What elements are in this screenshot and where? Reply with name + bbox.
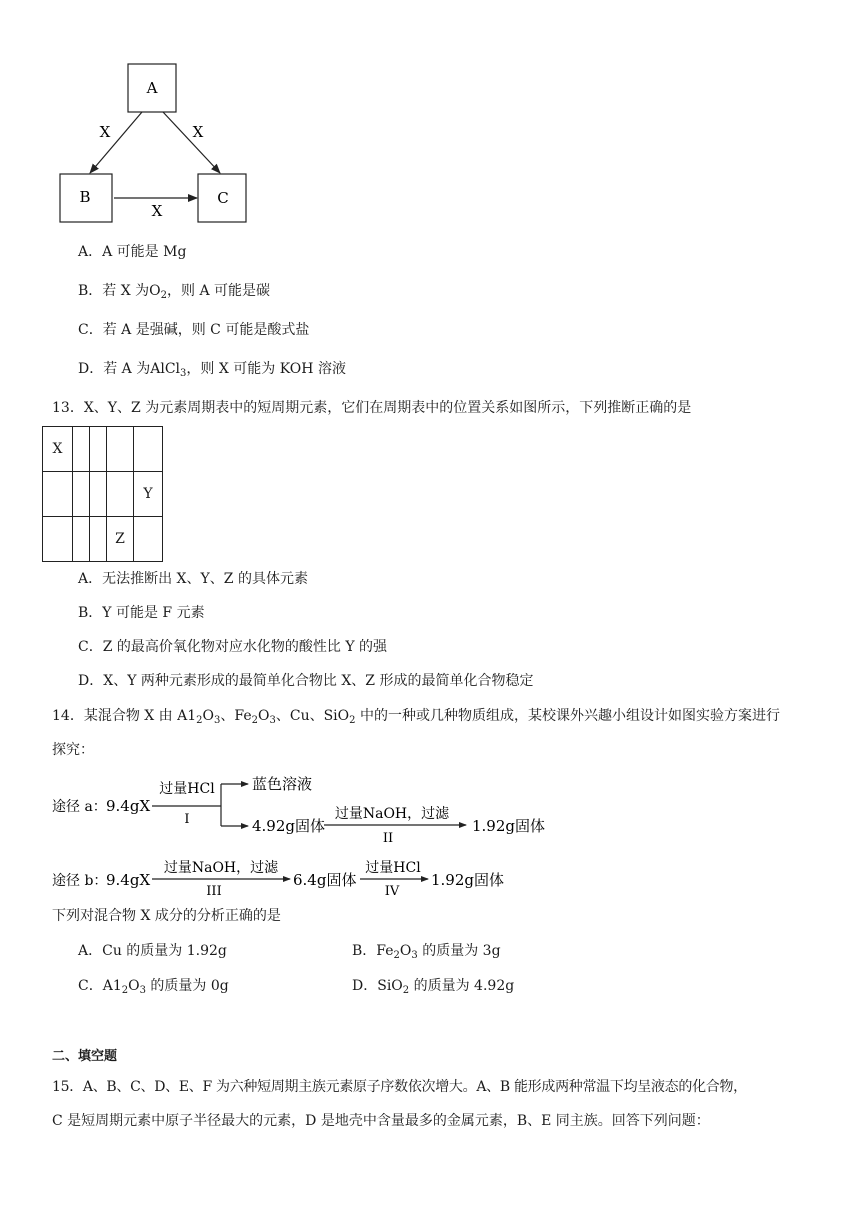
route-b-mid: 6.4g固体 [293,871,357,889]
route-b-step2-reagent: 过量HCl [365,860,421,876]
q13-option-c: C．Z 的最高价氧化物对应水化物的酸性比 Y 的强 [78,639,388,655]
q14-question: 下列对混合物 X 成分的分析正确的是 [52,908,281,924]
route-b-start: 9.4gX [106,871,151,889]
cell [134,517,163,562]
route-b-step1-numeral: III [206,884,222,899]
node-c-box [198,174,246,222]
q12-option-b [78,281,270,303]
option-text: 若 A 为 [103,361,151,377]
option-text: 的质量为 3g [417,943,501,959]
q15-line2: C 是短周期元素中原子半径最大的元素，D 是地壳中含量最多的金属元素，B、E 同主族。回答下列问题： [52,1113,710,1129]
node-c-label: C [217,189,229,207]
route-a-start: 9.4gX [106,797,151,815]
q14-option-b [352,941,501,963]
formula-sub: 2 [402,985,410,996]
option-text: 若 A 是强碱，则 C 可能是酸式盐 [102,322,310,338]
formula-sub: 2 [393,950,400,961]
q12-option-d [78,359,346,381]
periodic-table-fragment [42,426,163,562]
cell [107,472,134,517]
arrow-a-to-c [163,112,220,173]
q13-option-d: D．X、Y 两种元素形成的最简单化合物比 X、Z 形成的最简单化合物稳定 [78,673,534,689]
arrow-a-to-b [90,112,142,173]
formula-o2: O [149,283,161,299]
cell [73,427,90,472]
formula-sub: 2 [160,290,168,301]
q14-flow-diagram [0,760,860,900]
q12-option-a [78,242,186,262]
cell [134,427,163,472]
cell-y: Y [134,472,163,517]
route-b-end: 1.92g固体 [431,871,505,889]
option-text-tail: ，则 A 可能是碳 [167,283,271,299]
stem-text: O [258,708,270,724]
formula-sub: 3 [214,715,221,726]
option-text: 的质量为 0g [145,978,229,994]
cell [73,517,90,562]
formula-sub: 2 [196,715,203,726]
option-letter: A． [78,244,103,260]
option-text-tail: ，则 X 可能为 KOH 溶液 [186,361,346,377]
node-a-box [128,64,176,112]
edge-label-ac: X [192,123,204,141]
q12-transform-diagram [0,0,860,240]
cell [43,472,73,517]
formula-sub: 2 [121,985,129,996]
q12-option-c [78,320,309,340]
option-letter: D． [78,361,104,377]
branch-top-product: 蓝色溶液 [252,775,313,793]
q14-option-a: A．Cu 的质量为 1.92g [78,943,227,959]
route-a-end: 1.92g固体 [472,817,546,835]
node-b-box [60,174,112,222]
route-a-label: 途径 a： [52,799,107,815]
cell [73,472,90,517]
formula-sub: 2 [349,715,356,726]
formula-sub: 3 [139,985,146,996]
cell [43,517,73,562]
branch-bottom-product: 4.92g固体 [252,817,326,835]
option-letter: B． [78,283,103,299]
formula-sub: 3 [411,950,418,961]
q15-line1: 15．A、B、C、D、E、F 为六种短周期主族元素原子序数依次增大。A、B 能形成两种常温下均呈液态的化合物， [52,1079,747,1095]
cell [90,517,107,562]
node-a-label: A [146,79,158,97]
node-b-label: B [79,188,91,206]
stem-text: 、Fe [220,708,252,724]
cell-x: X [43,427,73,472]
stem-text: O [202,708,215,724]
route-b-step1-reagent: 过量NaOH，过滤 [163,860,279,876]
route-a-step2-reagent: 过量NaOH，过滤 [334,806,450,822]
option-text: O [128,978,140,994]
cell [90,472,107,517]
q13-stem: 13．X、Y、Z 为元素周期表中的短周期元素，它们在周期表中的位置关系如图所示，下列推断正确的是 [52,400,692,416]
route-a-step1-numeral: I [184,812,190,827]
formula-sub: 3 [269,715,276,726]
formula-sub: 2 [251,715,258,726]
option-text: O [399,943,412,959]
option-text: D．SiO [352,978,403,994]
edge-label-ab: X [99,123,111,141]
q14-option-c [78,976,229,998]
route-a-step2-numeral: II [382,831,394,846]
q14-stem-line2: 探究： [52,742,94,758]
option-text: A 可能是 Mg [102,244,187,260]
option-text: C．A1 [78,978,122,994]
option-text: 的质量为 4.92g [409,978,515,994]
route-b-label: 途径 b： [52,873,108,889]
section-heading: 二、填空题 [52,1049,118,1064]
option-text: 若 X 为 [102,283,150,299]
formula-alcl3: AlCl [150,361,181,377]
q13-option-a: A．无法推断出 X、Y、Z 的具体元素 [78,571,308,587]
cell-z: Z [107,517,134,562]
cell [90,427,107,472]
q14-option-d [352,976,514,998]
route-a-step1-reagent: 过量HCl [159,781,215,797]
formula-sub: 3 [180,368,187,379]
stem-text: 14．某混合物 X 由 A1 [52,708,197,724]
q13-option-b: B．Y 可能是 F 元素 [78,605,205,621]
cell [107,427,134,472]
edge-label-bc: X [151,202,163,220]
stem-text: 、Cu、SiO [275,708,350,724]
q14-stem-line1 [52,706,780,728]
option-text: B．Fe [352,943,394,959]
option-letter: C． [78,322,103,338]
route-b-step2-numeral: IV [384,884,400,899]
stem-text: 中的一种或几种物质组成，某校课外兴趣小组设计如图实验方案进行 [355,708,780,724]
